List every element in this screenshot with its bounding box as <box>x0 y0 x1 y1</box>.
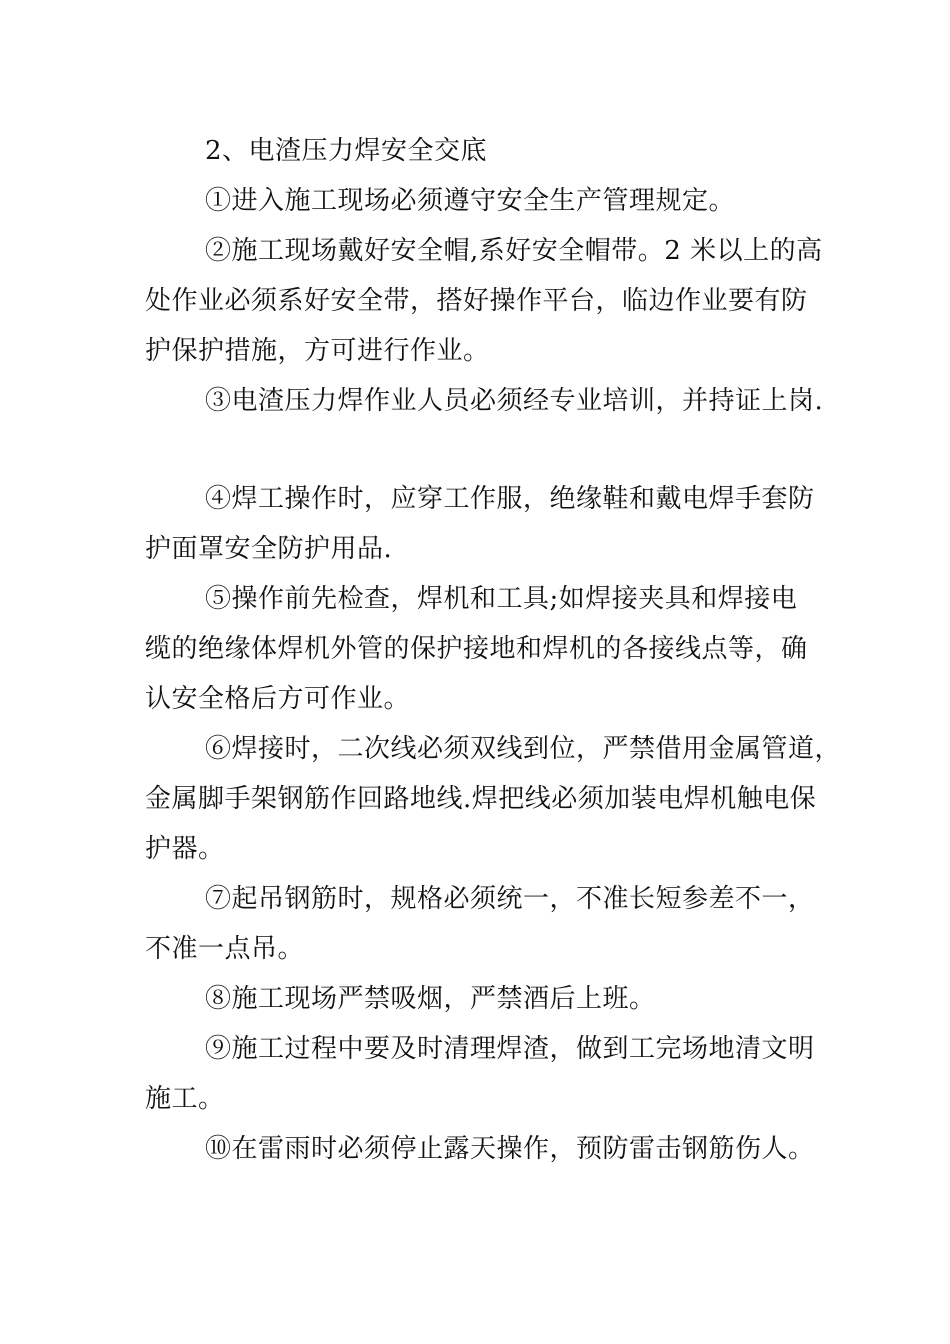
paragraph-line: ③电渣压力焊作业人员必须经专业培训，并持证上岗. <box>205 386 824 416</box>
paragraph-line: ②施工现场戴好安全帽,系好安全帽带。2 米以上的高 <box>205 236 823 266</box>
paragraph-line: ⑦起吊钢筋时，规格必须统一，不准长短参差不一， <box>205 884 815 914</box>
section-heading: 2、电渣压力焊安全交底 <box>205 136 488 166</box>
paragraph-line: ⑨施工过程中要及时清理焊渣，做到工完场地清文明 <box>205 1034 815 1064</box>
paragraph-line: ⑤操作前先检查，焊机和工具;如焊接夹具和焊接电 <box>205 584 798 614</box>
paragraph-line: 不准一点吊。 <box>145 934 305 964</box>
paragraph-line: ⑩在雷雨时必须停止露天操作，预防雷击钢筋伤人。 <box>205 1134 815 1164</box>
paragraph-line: ①进入施工现场必须遵守安全生产管理规定。 <box>205 186 736 216</box>
paragraph-line: ⑥焊接时，二次线必须双线到位，严禁借用金属管道， <box>205 734 842 764</box>
paragraph-line: ⑧施工现场严禁吸烟，严禁酒后上班。 <box>205 984 656 1014</box>
paragraph-line: 认安全格后方可作业。 <box>145 684 411 714</box>
paragraph-line: ④焊工操作时，应穿工作服，绝缘鞋和戴电焊手套防 <box>205 484 815 514</box>
paragraph-line: 护面罩安全防护用品. <box>145 534 393 564</box>
paragraph-line: 施工。 <box>145 1084 225 1114</box>
paragraph-line: 金属脚手架钢筋作回路地线.焊把线必须加装电焊机触电保 <box>145 784 817 814</box>
paragraph-line: 护保护措施，方可进行作业。 <box>145 336 490 366</box>
paragraph-line: 护器。 <box>145 834 225 864</box>
paragraph-line: 缆的绝缘体焊机外管的保护接地和焊机的各接线点等，确 <box>145 634 808 664</box>
paragraph-line: 处作业必须系好安全带，搭好操作平台，临边作业要有防 <box>145 286 808 316</box>
